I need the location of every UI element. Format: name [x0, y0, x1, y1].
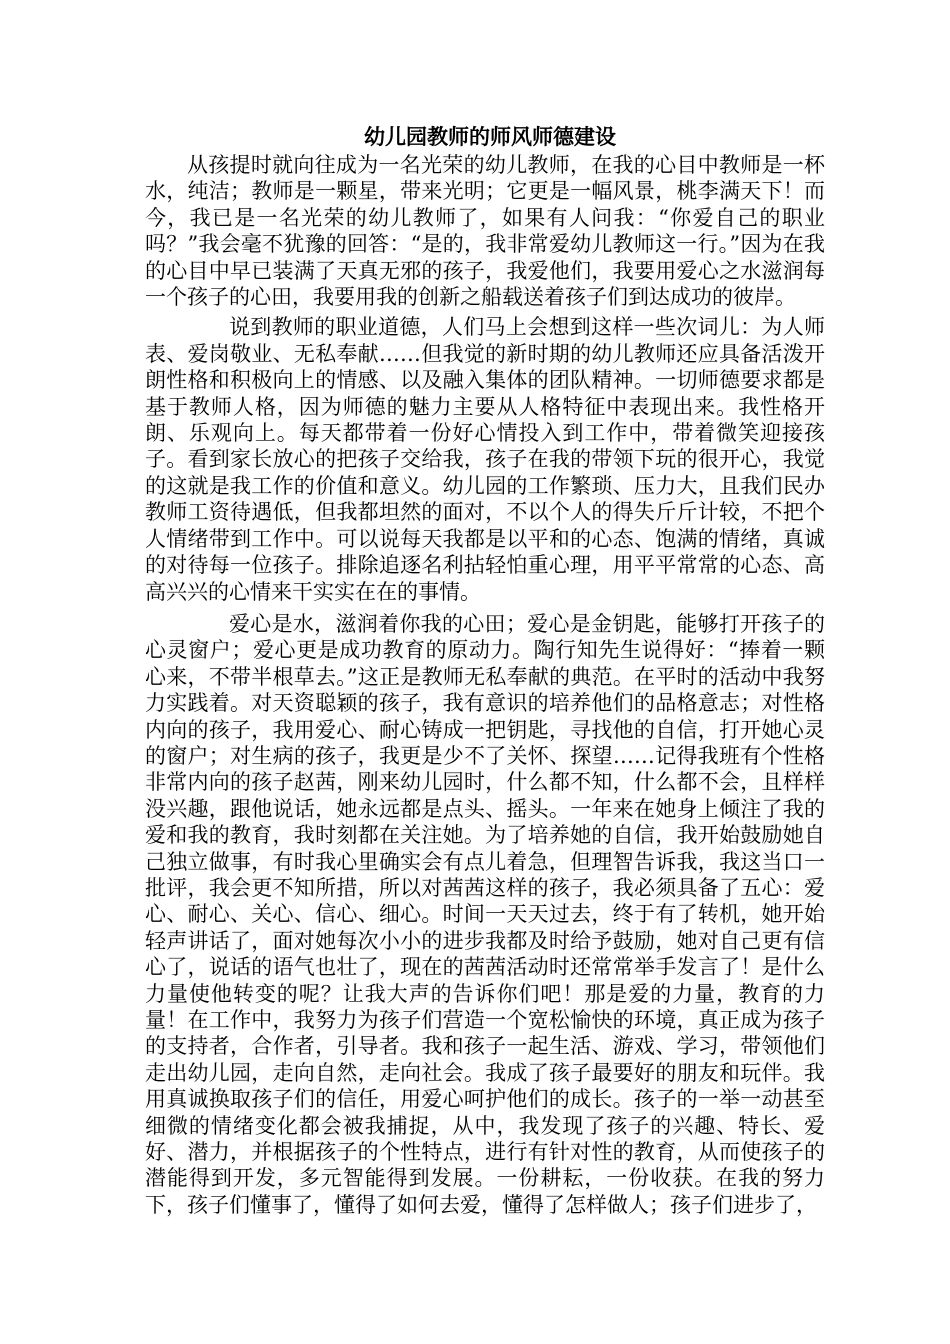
- paragraph-3: 爱心是水，滋润着你我的心田；爱心是金钥匙，能够打开孩子的心灵窗户；爱心更是成功教育的原动力。陶行知先生说得好：“捧着一颗心来，不带半根草去。”这正是教师无私奉献的典范。在平时的活动中我努力实践着。对天资聪颖的孩子，我有意识的培养他们的品格意志；对性格内向的孩子，我用爱心、耐心铸成一把钥匙，寻找他的自信，打开她心灵的窗户；对生病的孩子，我更是少不了关怀、探望……记得我班有个性格非常内向的孩子赵茜，刚来幼儿园时，什么都不知，什么都不会，且样样没兴趣，跟他说话，她永远都是点头、摇头。一年来在她身上倾注了我的爱和我的教育，我时刻都在关注她。为了培养她的自信，我开始鼓励她自己独立做事，有时我心里确实会有点儿着急，但理智告诉我，我这当口一批评，我会更不知所措，所以对茜茜这样的孩子，我必须具备了五心：爱心、耐心、关心、信心、细心。时间一天天过去，终于有了转机，她开始轻声讲话了，面对她每次小小的进步我都及时给予鼓励，她对自己更有信心了，说话的语气也壮了，现在的茜茜活动时还常常举手发言了！是什么力量使他转变的呢？让我大声的告诉你们吧！那是爱的力量，教育的力量！在工作中，我努力为孩子们营造一个宽松愉快的环境，真正成为孩子的支持者，合作者，引导者。我和孩子一起生活、游戏、学习，带领他们走出幼儿园，走向自然，走向社会。我成了孩子最要好的朋友和玩伴。我用真诚换取孩子们的信任，用爱心呵护他们的成长。孩子的一举一动甚至细微的情绪变化都会被我捕捉，从中，我发现了孩子的兴趣、特长、爱好、潜力，并根据孩子的个性特点，进行有针对性的教育，从而使孩子的潜能得到开发，多元智能得到发展。一份耕耘，一份收获。在我的努力下，孩子们懂事了，懂得了如何去爱，懂得了怎样做人；孩子们进步了，: [145, 611, 825, 1217]
- document-page: [145, 122, 825, 1218]
- paragraph-2: 说到教师的职业道德，人们马上会想到这样一些次词儿：为人师表、爱岗敬业、无私奉献……但我觉的新时期的幼儿教师还应具备活泼开朗性格和积极向上的情感、以及融入集体的团队精神。一切师德要求都是基于教师人格，因为师德的魅力主要从人格特征中表现出来。我性格开朗、乐观向上。每天都带着一份好心情投入到工作中，带着微笑迎接孩子。看到家长放心的把孩子交给我，孩子在我的带领下玩的很开心，我觉的这就是我工作的价值和意义。幼儿园的工作繁琐、压力大，且我们民办教师工资待遇低，但我都坦然的面对，不以个人的得失斤斤计较，不把个人情绪带到工作中。可以说每天我都是以平和的心态、饱满的情绪，真诚的对待每一位孩子。排除追逐名利拈轻怕重心理，用平平常常的心态、高高兴兴的心情来干实实在在的事情。: [145, 315, 825, 604]
- document-title: 幼儿园教师的师风师德建设: [364, 125, 616, 149]
- paragraph-1: 从孩提时就向往成为一名光荣的幼儿教师，在我的心目中教师是一杯水，纯洁；教师是一颗星，带来光明；它更是一幅风景，桃李满天下！而今，我已是一名光荣的幼儿教师了，如果有人问我：“你爱自己的职业吗？”我会毫不犹豫的回答：“是的，我非常爱幼儿教师这一行。”因为在我的心目中早已装满了天真无邪的孩子，我爱他们，我要用爱心之水滋润每一个孩子的心田，我要用我的创新之船载送着孩子们到达成功的彼岸。: [145, 153, 825, 310]
